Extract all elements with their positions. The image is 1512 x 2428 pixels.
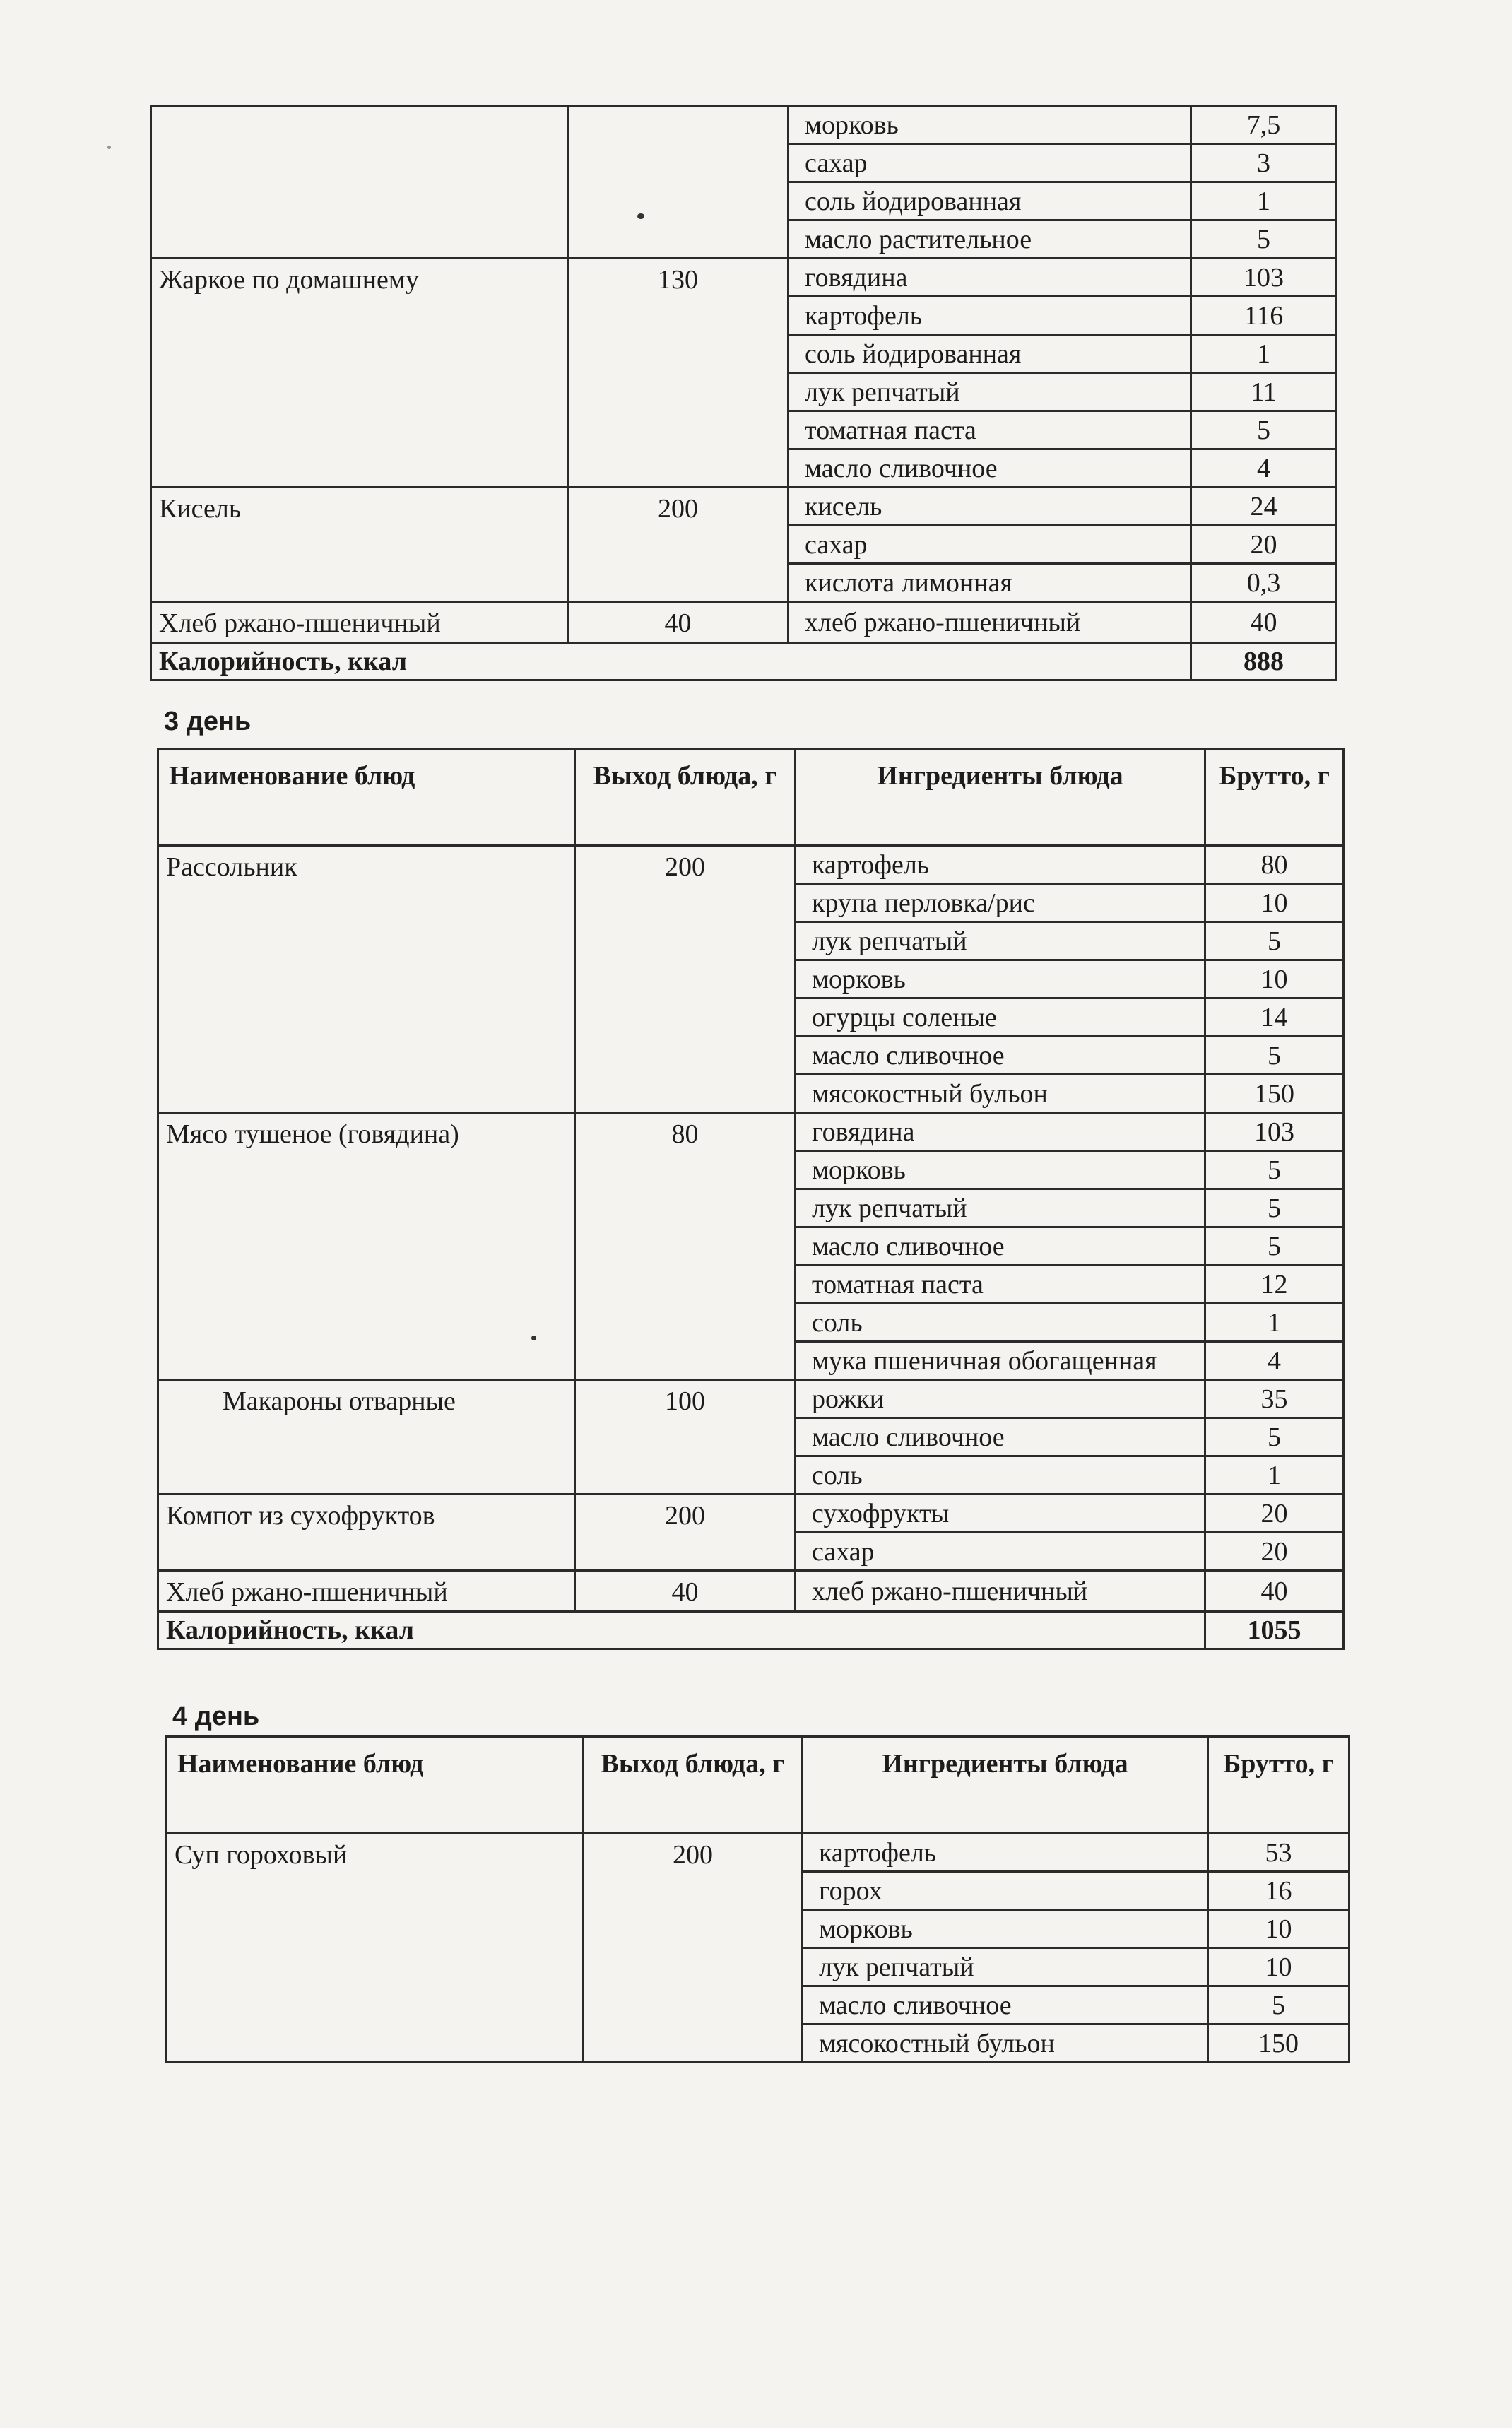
ingredient-name: хлеб ржано-пшеничный bbox=[789, 602, 1191, 643]
menu-table-day-3 bbox=[157, 748, 1345, 1650]
header-yield: Выход блюда, г bbox=[584, 1737, 803, 1834]
ingredient-gross: 1 bbox=[1191, 335, 1337, 373]
ingredient-gross: 12 bbox=[1205, 1266, 1344, 1304]
ingredient-name: морковь bbox=[789, 106, 1191, 144]
ingredient-name: картофель bbox=[789, 297, 1191, 335]
ingredient-name: кисель bbox=[789, 488, 1191, 526]
ingredient-gross: 53 bbox=[1208, 1834, 1349, 1872]
header-ingredients: Ингредиенты блюда bbox=[803, 1737, 1208, 1834]
ingredient-gross: 5 bbox=[1191, 411, 1337, 449]
scan-speck bbox=[531, 1336, 536, 1340]
ingredient-gross: 5 bbox=[1205, 1418, 1344, 1456]
header-yield: Выход блюда, г bbox=[575, 749, 796, 846]
menu-table-day-4 bbox=[165, 1735, 1350, 2063]
ingredient-gross: 5 bbox=[1205, 1227, 1344, 1266]
dish-name: Суп гороховый bbox=[167, 1834, 584, 2063]
ingredient-row bbox=[158, 1113, 1344, 1151]
dish-yield: 200 bbox=[584, 1834, 803, 2063]
ingredient-name: мясокостный бульон bbox=[796, 1075, 1205, 1113]
ingredient-gross: 5 bbox=[1191, 220, 1337, 259]
dish-name: Хлеб ржано-пшеничный bbox=[158, 1571, 575, 1612]
ingredient-gross: 80 bbox=[1205, 846, 1344, 884]
ingredient-name: масло сливочное bbox=[796, 1037, 1205, 1075]
ingredient-gross: 103 bbox=[1205, 1113, 1344, 1151]
calorie-total-row bbox=[158, 1612, 1344, 1649]
day-4-title: 4 день bbox=[172, 1702, 260, 1731]
ingredient-gross: 7,5 bbox=[1191, 106, 1337, 144]
ingredient-name: лук репчатый bbox=[789, 373, 1191, 411]
header-gross: Брутто, г bbox=[1208, 1737, 1349, 1834]
ingredient-gross: 10 bbox=[1205, 884, 1344, 922]
ingredient-gross: 5 bbox=[1205, 1151, 1344, 1189]
ingredient-name: масло сливочное bbox=[796, 1418, 1205, 1456]
day-3-title: 3 день bbox=[164, 707, 252, 736]
ingredient-row bbox=[158, 1495, 1344, 1533]
ingredient-gross: 5 bbox=[1205, 922, 1344, 960]
ingredient-name: соль bbox=[796, 1456, 1205, 1495]
ingredient-row bbox=[151, 488, 1337, 526]
dish-name: Компот из сухофруктов bbox=[158, 1495, 575, 1571]
ingredient-row bbox=[167, 1834, 1349, 1872]
ingredient-name: морковь bbox=[796, 1151, 1205, 1189]
calorie-total-label: Калорийность, ккал bbox=[151, 643, 1191, 680]
dish-yield bbox=[568, 106, 789, 259]
ingredient-name: картофель bbox=[803, 1834, 1208, 1872]
ingredient-gross: 1 bbox=[1191, 182, 1337, 220]
ingredient-name: горох bbox=[803, 1872, 1208, 1910]
menu-table-continuation bbox=[150, 105, 1337, 681]
ingredient-gross: 3 bbox=[1191, 144, 1337, 182]
table-header-row bbox=[167, 1737, 1349, 1834]
ingredient-name: мука пшеничная обогащенная bbox=[796, 1342, 1205, 1380]
ingredient-gross: 116 bbox=[1191, 297, 1337, 335]
ingredient-name: соль йодированная bbox=[789, 182, 1191, 220]
table-header-row bbox=[158, 749, 1344, 846]
calorie-total-label: Калорийность, ккал bbox=[158, 1612, 1205, 1649]
ingredient-name: лук репчатый bbox=[796, 922, 1205, 960]
ingredient-gross: 150 bbox=[1208, 2025, 1349, 2063]
ingredient-gross: 1 bbox=[1205, 1304, 1344, 1342]
ingredient-name: кислота лимонная bbox=[789, 564, 1191, 602]
header-gross: Брутто, г bbox=[1205, 749, 1344, 846]
ingredient-gross: 24 bbox=[1191, 488, 1337, 526]
dish-name: Рассольник bbox=[158, 846, 575, 1113]
ingredient-name: сухофрукты bbox=[796, 1495, 1205, 1533]
dish-yield: 200 bbox=[575, 1495, 796, 1571]
ingredient-gross: 10 bbox=[1205, 960, 1344, 998]
ingredient-gross: 4 bbox=[1191, 449, 1337, 488]
header-dish: Наименование блюд bbox=[158, 749, 575, 846]
ingredient-gross: 1 bbox=[1205, 1456, 1344, 1495]
ingredient-gross: 5 bbox=[1205, 1037, 1344, 1075]
ingredient-row bbox=[158, 1380, 1344, 1418]
dish-yield: 40 bbox=[568, 602, 789, 643]
dish-name: Жаркое по домашнему bbox=[151, 259, 568, 488]
ingredient-gross: 20 bbox=[1191, 526, 1337, 564]
ingredient-name: масло сливочное bbox=[789, 449, 1191, 488]
ingredient-name: картофель bbox=[796, 846, 1205, 884]
ingredient-gross: 11 bbox=[1191, 373, 1337, 411]
dish-yield: 200 bbox=[575, 846, 796, 1113]
ingredient-row bbox=[151, 259, 1337, 297]
ingredient-name: соль йодированная bbox=[789, 335, 1191, 373]
ingredient-row bbox=[158, 1571, 1344, 1612]
dish-name: Макароны отварные bbox=[158, 1380, 575, 1495]
dish-name bbox=[151, 106, 568, 259]
ingredient-name: масло сливочное bbox=[796, 1227, 1205, 1266]
ingredient-gross: 103 bbox=[1191, 259, 1337, 297]
ingredient-name: томатная паста bbox=[789, 411, 1191, 449]
dish-yield: 200 bbox=[568, 488, 789, 602]
ingredient-gross: 5 bbox=[1205, 1189, 1344, 1227]
ingredient-name: сахар bbox=[796, 1533, 1205, 1571]
header-dish: Наименование блюд bbox=[167, 1737, 584, 1834]
ingredient-name: морковь bbox=[803, 1910, 1208, 1948]
ingredient-name: сахар bbox=[789, 526, 1191, 564]
calorie-total-row bbox=[151, 643, 1337, 680]
ingredient-gross: 5 bbox=[1208, 1986, 1349, 2025]
scan-speck bbox=[107, 146, 111, 149]
ingredient-name: лук репчатый bbox=[796, 1189, 1205, 1227]
ingredient-name: масло растительное bbox=[789, 220, 1191, 259]
dish-name: Хлеб ржано-пшеничный bbox=[151, 602, 568, 643]
ingredient-name: крупа перловка/рис bbox=[796, 884, 1205, 922]
ingredient-gross: 10 bbox=[1208, 1948, 1349, 1986]
ingredient-name: томатная паста bbox=[796, 1266, 1205, 1304]
ingredient-name: морковь bbox=[796, 960, 1205, 998]
dish-yield: 80 bbox=[575, 1113, 796, 1380]
ingredient-row bbox=[158, 846, 1344, 884]
ingredient-name: лук репчатый bbox=[803, 1948, 1208, 1986]
ingredient-gross: 16 bbox=[1208, 1872, 1349, 1910]
dish-yield: 40 bbox=[575, 1571, 796, 1612]
ingredient-name: рожки bbox=[796, 1380, 1205, 1418]
ingredient-row bbox=[151, 602, 1337, 643]
ingredient-gross: 35 bbox=[1205, 1380, 1344, 1418]
ingredient-name: огурцы соленые bbox=[796, 998, 1205, 1037]
ingredient-row bbox=[151, 106, 1337, 144]
ingredient-gross: 20 bbox=[1205, 1533, 1344, 1571]
scan-speck bbox=[637, 213, 644, 219]
ingredient-gross: 14 bbox=[1205, 998, 1344, 1037]
ingredient-name: говядина bbox=[789, 259, 1191, 297]
calorie-total-value: 1055 bbox=[1205, 1612, 1344, 1649]
dish-name: Мясо тушеное (говядина) bbox=[158, 1113, 575, 1380]
ingredient-gross: 4 bbox=[1205, 1342, 1344, 1380]
ingredient-gross: 150 bbox=[1205, 1075, 1344, 1113]
ingredient-name: говядина bbox=[796, 1113, 1205, 1151]
ingredient-name: сахар bbox=[789, 144, 1191, 182]
ingredient-gross: 40 bbox=[1205, 1571, 1344, 1612]
header-ingredients: Ингредиенты блюда bbox=[796, 749, 1205, 846]
ingredient-name: хлеб ржано-пшеничный bbox=[796, 1571, 1205, 1612]
dish-name: Кисель bbox=[151, 488, 568, 602]
ingredient-name: соль bbox=[796, 1304, 1205, 1342]
ingredient-name: мясокостный бульон bbox=[803, 2025, 1208, 2063]
ingredient-name: масло сливочное bbox=[803, 1986, 1208, 2025]
dish-yield: 100 bbox=[575, 1380, 796, 1495]
dish-yield: 130 bbox=[568, 259, 789, 488]
ingredient-gross: 40 bbox=[1191, 602, 1337, 643]
ingredient-gross: 20 bbox=[1205, 1495, 1344, 1533]
ingredient-gross: 10 bbox=[1208, 1910, 1349, 1948]
ingredient-gross: 0,3 bbox=[1191, 564, 1337, 602]
calorie-total-value: 888 bbox=[1191, 643, 1337, 680]
